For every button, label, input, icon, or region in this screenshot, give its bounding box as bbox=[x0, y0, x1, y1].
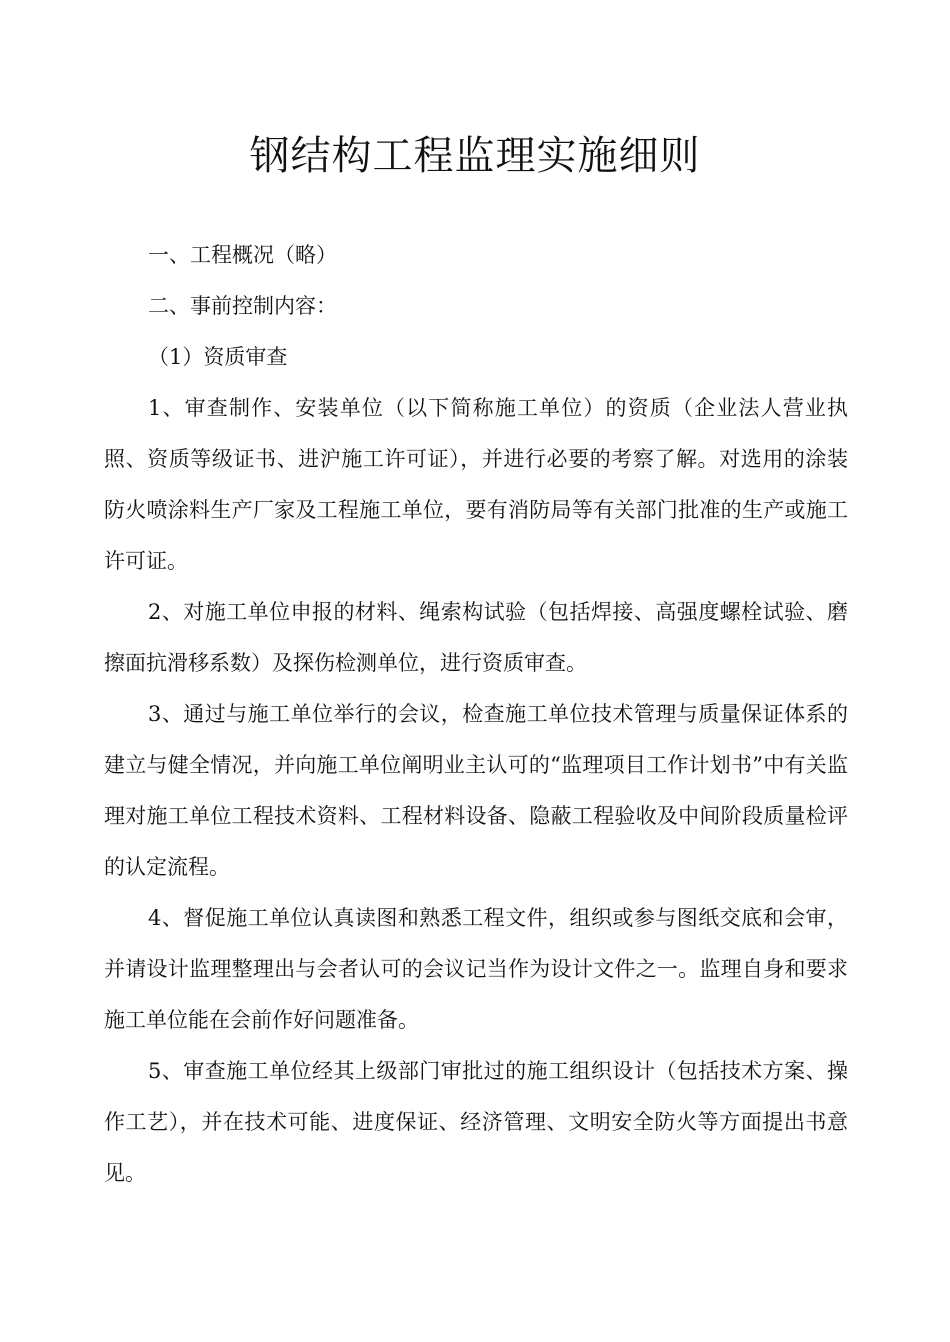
document-body bbox=[104, 230, 848, 1199]
paragraph-item-3: 3、通过与施工单位举行的会议，检查施工单位技术管理与质量保证体系的建立与健全情况，并向施工单位阐明业主认可的“监理项目工作计划书”中有关监理对施工单位工程技术资料、工程材料设备、隐蔽工程验收及中间阶段质量检评的认定流程。 bbox=[104, 702, 848, 879]
paragraph-item-4: 4、督促施工单位认真读图和熟悉工程文件，组织或参与图纸交底和会审，并请设计监理整理出与会者认可的会议记当作为设计文件之一。监理自身和要求施工单位能在会前作好问题准备。 bbox=[104, 906, 848, 1032]
document-title: 钢结构工程监理实施细则 bbox=[249, 133, 701, 179]
paragraph-item-1: 1、审查制作、安装单位（以下简称施工单位）的资质（企业法人营业执照、资质等级证书、进沪施工许可证），并进行必要的考察了解。对选用的涂装防火喷涂料生产厂家及工程施工单位，要有消防局等有关部门批准的生产或施工许可证。 bbox=[104, 396, 848, 573]
paragraph-item-5: 5、审查施工单位经其上级部门审批过的施工组织设计（包括技术方案、操作工艺），并在技术可能、进度保证、经济管理、文明安全防火等方面提出书意见。 bbox=[104, 1059, 848, 1185]
paragraph-item-2: 2、对施工单位申报的材料、绳索构试验（包括焊接、高强度螺栓试验、磨擦面抗滑移系数）及探伤检测单位，进行资质审查。 bbox=[104, 600, 848, 675]
subsection-heading-qualification: （1）资质审查 bbox=[148, 345, 288, 369]
section-heading-overview: 一、工程概况（略） bbox=[148, 243, 337, 267]
section-heading-pre-control: 二、事前控制内容： bbox=[148, 294, 337, 318]
